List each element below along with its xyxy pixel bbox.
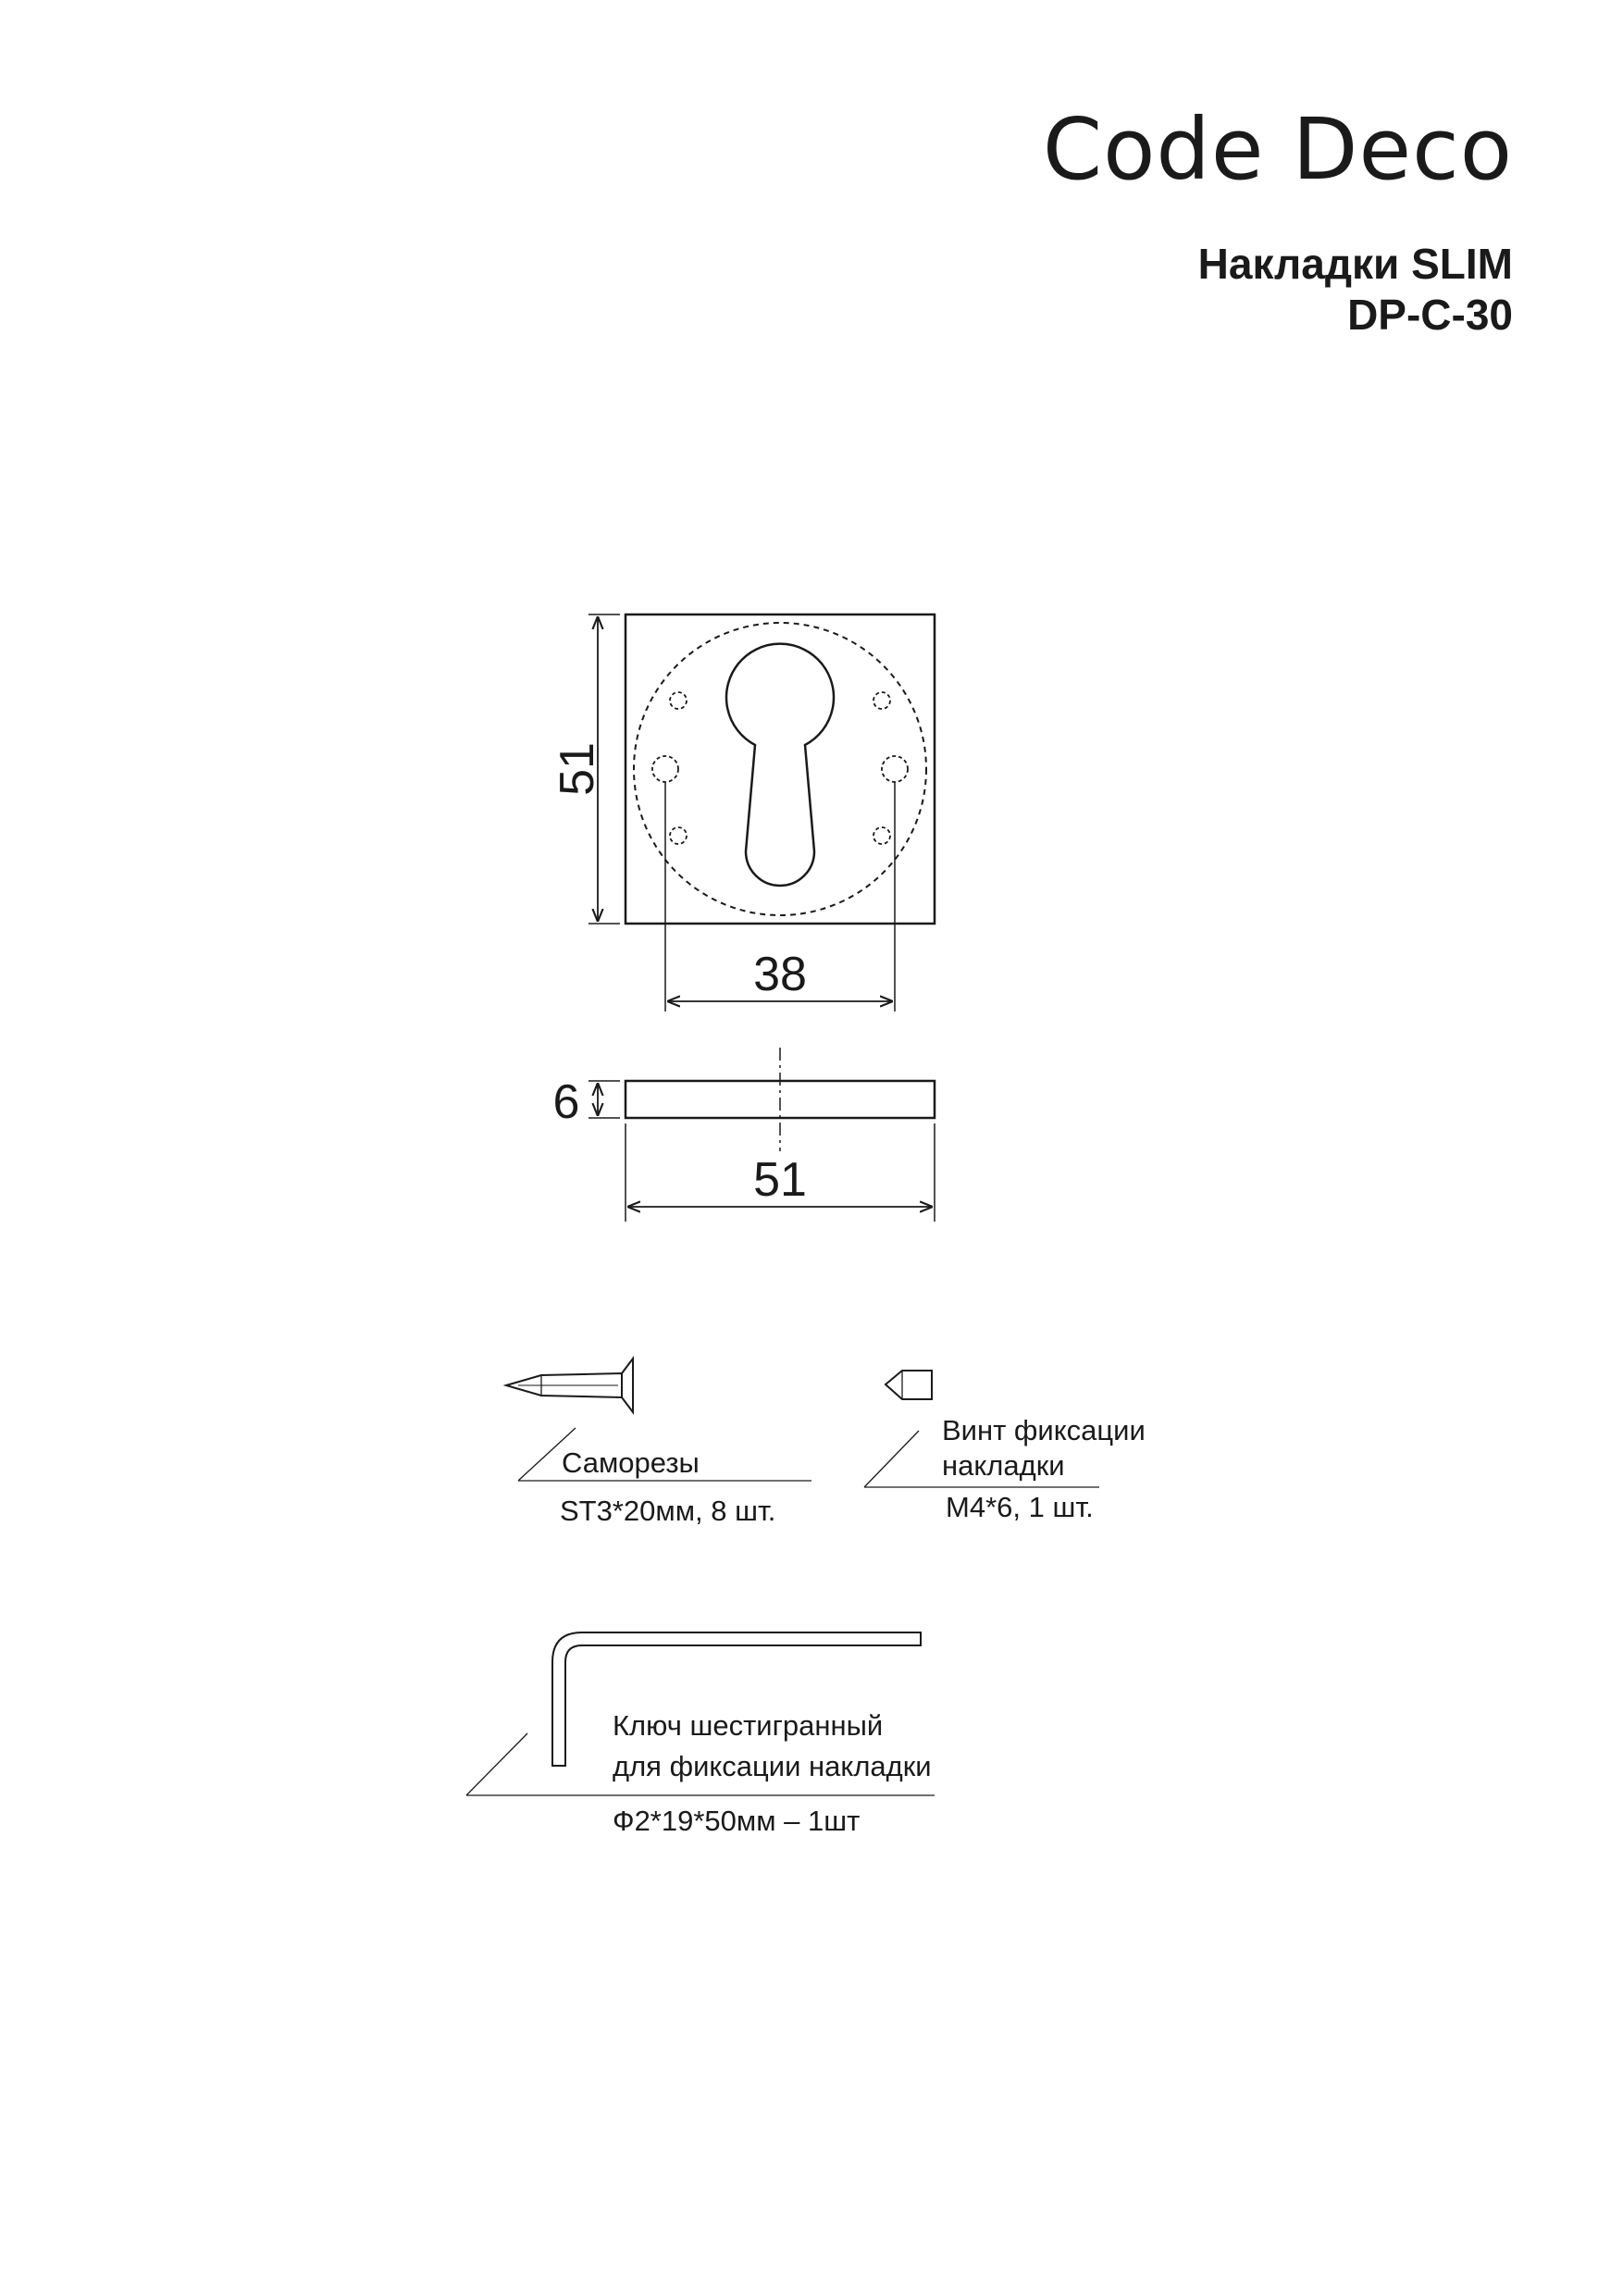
hex-key-name-line1: Ключ шестигранный xyxy=(613,1709,884,1742)
height-dim-label: 51 xyxy=(551,742,604,796)
hex-key-name-line2: для фиксации накладки xyxy=(613,1750,932,1782)
screws-spec: ST3*20мм, 8 шт. xyxy=(560,1495,776,1527)
rosette-plate-outline xyxy=(626,614,935,924)
product-title-line1: Накладки SLIM xyxy=(1197,240,1513,288)
thickness-dim-label: 6 xyxy=(552,1075,580,1129)
fix-screw-name-line2: накладки xyxy=(942,1449,1065,1482)
hex-key-icon xyxy=(552,1632,921,1766)
product-model: DP-C-30 xyxy=(1347,291,1513,340)
hole-spacing-dim-label: 38 xyxy=(753,948,807,1001)
brand-logo-text: Code Deco xyxy=(1042,100,1513,199)
mounting-holes xyxy=(652,692,908,844)
fix-screw-spec: M4*6, 1 шт. xyxy=(946,1491,1094,1523)
cylinder-keyhole xyxy=(726,644,834,886)
fix-screw-name-line1: Винт фиксации xyxy=(942,1414,1146,1446)
fix-screw-icon xyxy=(886,1371,932,1399)
width-dim-label: 51 xyxy=(753,1153,807,1207)
self-tapping-screw-icon xyxy=(506,1359,633,1412)
screws-name: Саморезы xyxy=(562,1446,700,1479)
hex-key-spec: Ф2*19*50мм – 1шт xyxy=(613,1805,861,1837)
